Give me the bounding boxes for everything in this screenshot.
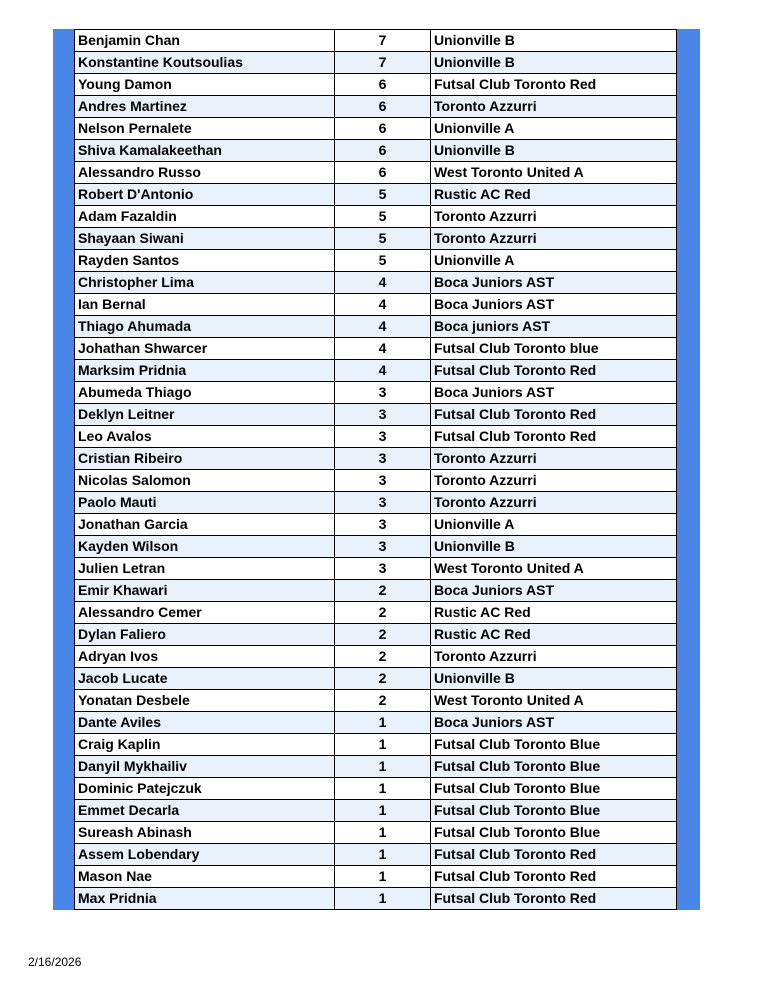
player-name-cell: Adam Fazaldin bbox=[75, 206, 335, 228]
goals-cell: 2 bbox=[335, 624, 431, 646]
goals-cell: 1 bbox=[335, 756, 431, 778]
player-name-cell: Alessandro Russo bbox=[75, 162, 335, 184]
team-cell: Futsal Club Toronto Red bbox=[430, 404, 676, 426]
team-cell: Boca juniors AST bbox=[430, 316, 676, 338]
goals-cell: 7 bbox=[335, 52, 431, 74]
table-row bbox=[75, 536, 677, 558]
goals-cell: 5 bbox=[335, 250, 431, 272]
goals-cell: 1 bbox=[335, 734, 431, 756]
team-cell: Unionville B bbox=[430, 30, 676, 52]
table-row bbox=[75, 206, 677, 228]
player-name-cell: Young Damon bbox=[75, 74, 335, 96]
goals-cell: 2 bbox=[335, 646, 431, 668]
player-name-cell: Abumeda Thiago bbox=[75, 382, 335, 404]
team-cell: Futsal Club Toronto Red bbox=[430, 844, 676, 866]
team-cell: Boca Juniors AST bbox=[430, 712, 676, 734]
player-name-cell: Kayden Wilson bbox=[75, 536, 335, 558]
team-cell: Futsal Club Toronto Blue bbox=[430, 756, 676, 778]
team-cell: Futsal Club Toronto Blue bbox=[430, 800, 676, 822]
player-name-cell: Emmet Decarla bbox=[75, 800, 335, 822]
player-name-cell: Dylan Faliero bbox=[75, 624, 335, 646]
table-row bbox=[75, 360, 677, 382]
table-row bbox=[75, 294, 677, 316]
player-name-cell: Johathan Shwarcer bbox=[75, 338, 335, 360]
player-name-cell: Yonatan Desbele bbox=[75, 690, 335, 712]
goals-cell: 3 bbox=[335, 448, 431, 470]
player-name-cell: Sureash Abinash bbox=[75, 822, 335, 844]
print-date: 2/16/2026 bbox=[28, 955, 82, 969]
player-name-cell: Mason Nae bbox=[75, 866, 335, 888]
table-row bbox=[75, 118, 677, 140]
player-name-cell: Danyil Mykhailiv bbox=[75, 756, 335, 778]
team-cell: Toronto Azzurri bbox=[430, 206, 676, 228]
player-name-cell: Shiva Kamalakeethan bbox=[75, 140, 335, 162]
goals-cell: 3 bbox=[335, 536, 431, 558]
table-row bbox=[75, 690, 677, 712]
player-name-cell: Emir Khawari bbox=[75, 580, 335, 602]
table-row bbox=[75, 558, 677, 580]
goals-cell: 2 bbox=[335, 602, 431, 624]
goals-cell: 1 bbox=[335, 866, 431, 888]
player-name-cell: Dominic Patejczuk bbox=[75, 778, 335, 800]
table-row bbox=[75, 404, 677, 426]
table-row bbox=[75, 382, 677, 404]
team-cell: Unionville A bbox=[430, 514, 676, 536]
table-row bbox=[75, 228, 677, 250]
goals-cell: 5 bbox=[335, 228, 431, 250]
player-name-cell: Adryan Ivos bbox=[75, 646, 335, 668]
goals-cell: 1 bbox=[335, 778, 431, 800]
player-name-cell: Konstantine Koutsoulias bbox=[75, 52, 335, 74]
player-name-cell: Max Pridnia bbox=[75, 888, 335, 910]
goals-cell: 3 bbox=[335, 382, 431, 404]
player-name-cell: Julien Letran bbox=[75, 558, 335, 580]
team-cell: West Toronto United A bbox=[430, 162, 676, 184]
goals-cell: 6 bbox=[335, 74, 431, 96]
team-cell: West Toronto United A bbox=[430, 690, 676, 712]
team-cell: Toronto Azzurri bbox=[430, 646, 676, 668]
player-name-cell: Christopher Lima bbox=[75, 272, 335, 294]
player-name-cell: Nelson Pernalete bbox=[75, 118, 335, 140]
team-cell: Boca Juniors AST bbox=[430, 580, 676, 602]
team-cell: Boca Juniors AST bbox=[430, 382, 676, 404]
goals-cell: 3 bbox=[335, 492, 431, 514]
goals-cell: 6 bbox=[335, 96, 431, 118]
table-row bbox=[75, 426, 677, 448]
team-cell: Toronto Azzurri bbox=[430, 470, 676, 492]
table-row bbox=[75, 844, 677, 866]
table-row bbox=[75, 822, 677, 844]
player-name-cell: Paolo Mauti bbox=[75, 492, 335, 514]
table-row bbox=[75, 448, 677, 470]
goals-cell: 5 bbox=[335, 184, 431, 206]
player-name-cell: Ian Bernal bbox=[75, 294, 335, 316]
team-cell: Toronto Azzurri bbox=[430, 96, 676, 118]
goals-cell: 4 bbox=[335, 294, 431, 316]
team-cell: Toronto Azzurri bbox=[430, 448, 676, 470]
team-cell: Boca Juniors AST bbox=[430, 294, 676, 316]
table-row bbox=[75, 712, 677, 734]
team-cell: Unionville B bbox=[430, 140, 676, 162]
player-name-cell: Craig Kaplin bbox=[75, 734, 335, 756]
goals-cell: 4 bbox=[335, 316, 431, 338]
player-name-cell: Deklyn Leitner bbox=[75, 404, 335, 426]
player-name-cell: Jonathan Garcia bbox=[75, 514, 335, 536]
table-row bbox=[75, 778, 677, 800]
table-row bbox=[75, 96, 677, 118]
goals-cell: 1 bbox=[335, 844, 431, 866]
table-row bbox=[75, 162, 677, 184]
team-cell: Futsal Club Toronto Blue bbox=[430, 822, 676, 844]
goals-cell: 1 bbox=[335, 800, 431, 822]
team-cell: Toronto Azzurri bbox=[430, 492, 676, 514]
table-row bbox=[75, 514, 677, 536]
goals-cell: 6 bbox=[335, 162, 431, 184]
goals-cell: 4 bbox=[335, 360, 431, 382]
team-cell: Rustic AC Red bbox=[430, 184, 676, 206]
team-cell: Rustic AC Red bbox=[430, 602, 676, 624]
table-row bbox=[75, 668, 677, 690]
team-cell: Boca Juniors AST bbox=[430, 272, 676, 294]
player-name-cell: Nicolas Salomon bbox=[75, 470, 335, 492]
goals-cell: 2 bbox=[335, 690, 431, 712]
right-color-band bbox=[677, 29, 700, 910]
goals-cell: 2 bbox=[335, 580, 431, 602]
table-row bbox=[75, 866, 677, 888]
team-cell: Unionville B bbox=[430, 668, 676, 690]
goals-cell: 1 bbox=[335, 712, 431, 734]
table-row bbox=[75, 624, 677, 646]
goals-cell: 3 bbox=[335, 426, 431, 448]
team-cell: Futsal Club Toronto Red bbox=[430, 74, 676, 96]
player-name-cell: Marksim Pridnia bbox=[75, 360, 335, 382]
player-name-cell: Jacob Lucate bbox=[75, 668, 335, 690]
goals-cell: 4 bbox=[335, 338, 431, 360]
player-name-cell: Dante Aviles bbox=[75, 712, 335, 734]
team-cell: Unionville B bbox=[430, 536, 676, 558]
goals-cell: 1 bbox=[335, 822, 431, 844]
team-cell: Futsal Club Toronto Blue bbox=[430, 778, 676, 800]
player-name-cell: Rayden Santos bbox=[75, 250, 335, 272]
table-row bbox=[75, 140, 677, 162]
scorers-sheet bbox=[53, 29, 700, 910]
table-row bbox=[75, 888, 677, 910]
goals-cell: 1 bbox=[335, 888, 431, 910]
table-row bbox=[75, 30, 677, 52]
team-cell: Unionville A bbox=[430, 250, 676, 272]
team-cell: Unionville B bbox=[430, 52, 676, 74]
player-name-cell: Andres Martinez bbox=[75, 96, 335, 118]
table-row bbox=[75, 184, 677, 206]
table-row bbox=[75, 272, 677, 294]
team-cell: Futsal Club Toronto blue bbox=[430, 338, 676, 360]
team-cell: Futsal Club Toronto Red bbox=[430, 426, 676, 448]
player-name-cell: Leo Avalos bbox=[75, 426, 335, 448]
team-cell: Unionville A bbox=[430, 118, 676, 140]
team-cell: West Toronto United A bbox=[430, 558, 676, 580]
team-cell: Futsal Club Toronto Red bbox=[430, 888, 676, 910]
goals-cell: 3 bbox=[335, 558, 431, 580]
goals-cell: 7 bbox=[335, 30, 431, 52]
table-row bbox=[75, 470, 677, 492]
player-name-cell: Assem Lobendary bbox=[75, 844, 335, 866]
team-cell: Rustic AC Red bbox=[430, 624, 676, 646]
player-name-cell: Robert D'Antonio bbox=[75, 184, 335, 206]
table-row bbox=[75, 756, 677, 778]
goals-cell: 2 bbox=[335, 668, 431, 690]
table-row bbox=[75, 602, 677, 624]
team-cell: Futsal Club Toronto Red bbox=[430, 866, 676, 888]
player-name-cell: Shayaan Siwani bbox=[75, 228, 335, 250]
table-row bbox=[75, 250, 677, 272]
table-row bbox=[75, 338, 677, 360]
table-row bbox=[75, 52, 677, 74]
goals-cell: 6 bbox=[335, 118, 431, 140]
player-name-cell: Thiago Ahumada bbox=[75, 316, 335, 338]
table-row bbox=[75, 74, 677, 96]
table-row bbox=[75, 316, 677, 338]
goals-cell: 6 bbox=[335, 140, 431, 162]
team-cell: Futsal Club Toronto Blue bbox=[430, 734, 676, 756]
goals-cell: 4 bbox=[335, 272, 431, 294]
team-cell: Toronto Azzurri bbox=[430, 228, 676, 250]
table-row bbox=[75, 492, 677, 514]
player-name-cell: Cristian Ribeiro bbox=[75, 448, 335, 470]
goals-cell: 3 bbox=[335, 404, 431, 426]
goals-cell: 5 bbox=[335, 206, 431, 228]
table-row bbox=[75, 734, 677, 756]
scorers-table bbox=[74, 29, 677, 910]
table-row bbox=[75, 800, 677, 822]
table-row bbox=[75, 580, 677, 602]
left-color-band bbox=[53, 29, 74, 910]
player-name-cell: Benjamin Chan bbox=[75, 30, 335, 52]
table-row bbox=[75, 646, 677, 668]
goals-cell: 3 bbox=[335, 470, 431, 492]
team-cell: Futsal Club Toronto Red bbox=[430, 360, 676, 382]
player-name-cell: Alessandro Cemer bbox=[75, 602, 335, 624]
goals-cell: 3 bbox=[335, 514, 431, 536]
